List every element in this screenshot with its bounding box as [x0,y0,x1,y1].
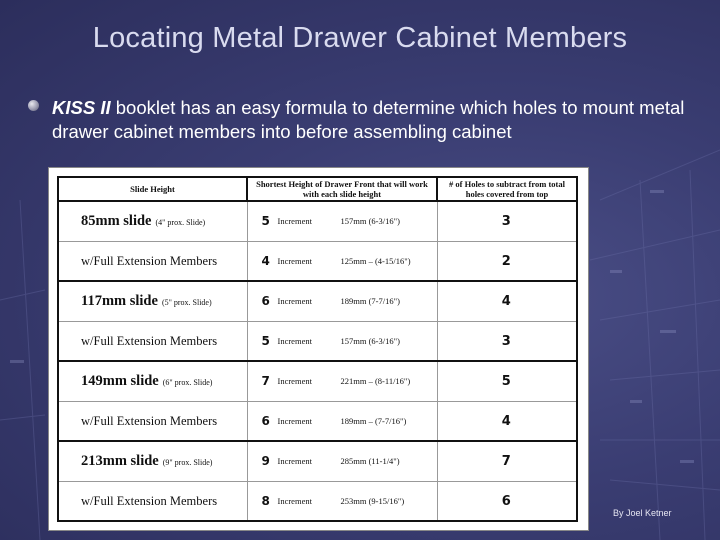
holes-count: 6 [501,493,512,509]
bullet-lead: KISS II [52,97,111,118]
header-shortest-height: Shortest Height of Drawer Front that will work with each slide height [247,177,437,201]
shortest-height-cell [247,401,437,441]
author-credit: By Joel Ketner [613,508,672,518]
holes-cell [437,201,577,241]
shortest-height-cell [247,481,437,521]
table-row [58,361,577,401]
shortest-height-cell [247,321,437,361]
increment-number: 6 [261,294,270,309]
slide-note: (9" prox. Slide) [162,458,213,468]
slide-height-cell [58,481,247,521]
shortest-height-cell [247,361,437,401]
holes-count: 2 [501,253,512,269]
increment-number: 9 [261,454,270,469]
slide-height-table [57,176,578,522]
increment-word: Increment [277,376,312,387]
table-row [58,441,577,481]
increment-number: 5 [261,333,270,348]
slide-name: 213mm slide [81,453,159,470]
increment-number: 5 [261,214,270,229]
full-extension-label: w/Full Extension Members [81,493,218,508]
slide-height-cell [58,441,247,481]
slide-name: 85mm slide [81,213,152,230]
slide-height-cell [58,401,247,441]
increment-word: Increment [277,216,312,227]
front-height-mm: 125mm – (4-15/16") [340,255,411,266]
increment-word: Increment [277,255,312,266]
increment-word: Increment [277,296,312,307]
table-row [58,321,577,361]
slide-height-cell [58,281,247,321]
table-row [58,281,577,321]
shortest-height-cell [247,441,437,481]
front-height-mm: 285mm (11-1/4") [340,456,400,467]
holes-count: 3 [501,214,512,230]
holes-cell [437,481,577,521]
table-row [58,401,577,441]
increment-number: 7 [261,374,270,389]
increment-number: 4 [261,253,270,268]
bullet-dot-icon [28,100,39,111]
slide-name: 117mm slide [81,293,158,310]
header-holes-subtract: # of Holes to subtract from total holes covered from top [437,177,577,201]
holes-count: 5 [501,374,512,390]
increment-number: 6 [261,413,270,428]
front-height-mm: 189mm (7-7/16") [340,296,400,307]
full-extension-label: w/Full Extension Members [81,413,218,428]
shortest-height-cell [247,281,437,321]
table-row [58,481,577,521]
increment-word: Increment [277,415,312,426]
slide-height-cell [58,361,247,401]
holes-cell [437,281,577,321]
shortest-height-cell [247,241,437,281]
slide-height-cell [58,241,247,281]
table-row [58,241,577,281]
table-header-row [58,177,577,201]
increment-word: Increment [277,456,312,467]
holes-count: 7 [501,454,512,470]
holes-count: 3 [501,333,512,349]
front-height-mm: 189mm – (7-7/16") [340,415,407,426]
holes-cell [437,441,577,481]
holes-cell [437,361,577,401]
increment-word: Increment [277,335,312,346]
holes-count: 4 [501,413,512,429]
increment-number: 8 [261,493,270,508]
front-height-mm: 221mm – (8-11/16") [340,376,411,387]
bullet-text [52,96,702,144]
front-height-mm: 157mm (6-3/16") [340,335,400,346]
slide-note: (4" prox. Slide) [155,218,206,228]
holes-cell [437,241,577,281]
holes-count: 4 [501,294,512,310]
front-height-mm: 157mm (6-3/16") [340,216,400,227]
header-slide-height: Slide Height [58,177,247,201]
full-extension-label: w/Full Extension Members [81,253,218,268]
full-extension-label: w/Full Extension Members [81,333,218,348]
slide-title: Locating Metal Drawer Cabinet Members [92,22,628,54]
holes-cell [437,321,577,361]
slide-height-cell [58,321,247,361]
bullet-body: booklet has an easy formula to determine which holes to mount metal drawer cabinet members into before assembling cabinet [52,97,685,142]
slide-height-table-image [48,167,589,531]
holes-cell [437,401,577,441]
table-row [58,201,577,241]
increment-word: Increment [277,495,312,506]
slide-name: 149mm slide [81,373,159,390]
slide-note: (6" prox. Slide) [162,378,213,388]
slide-note: (5" prox. Slide) [161,298,212,308]
slide-height-cell [58,201,247,241]
front-height-mm: 253mm (9-15/16") [340,495,405,506]
shortest-height-cell [247,201,437,241]
